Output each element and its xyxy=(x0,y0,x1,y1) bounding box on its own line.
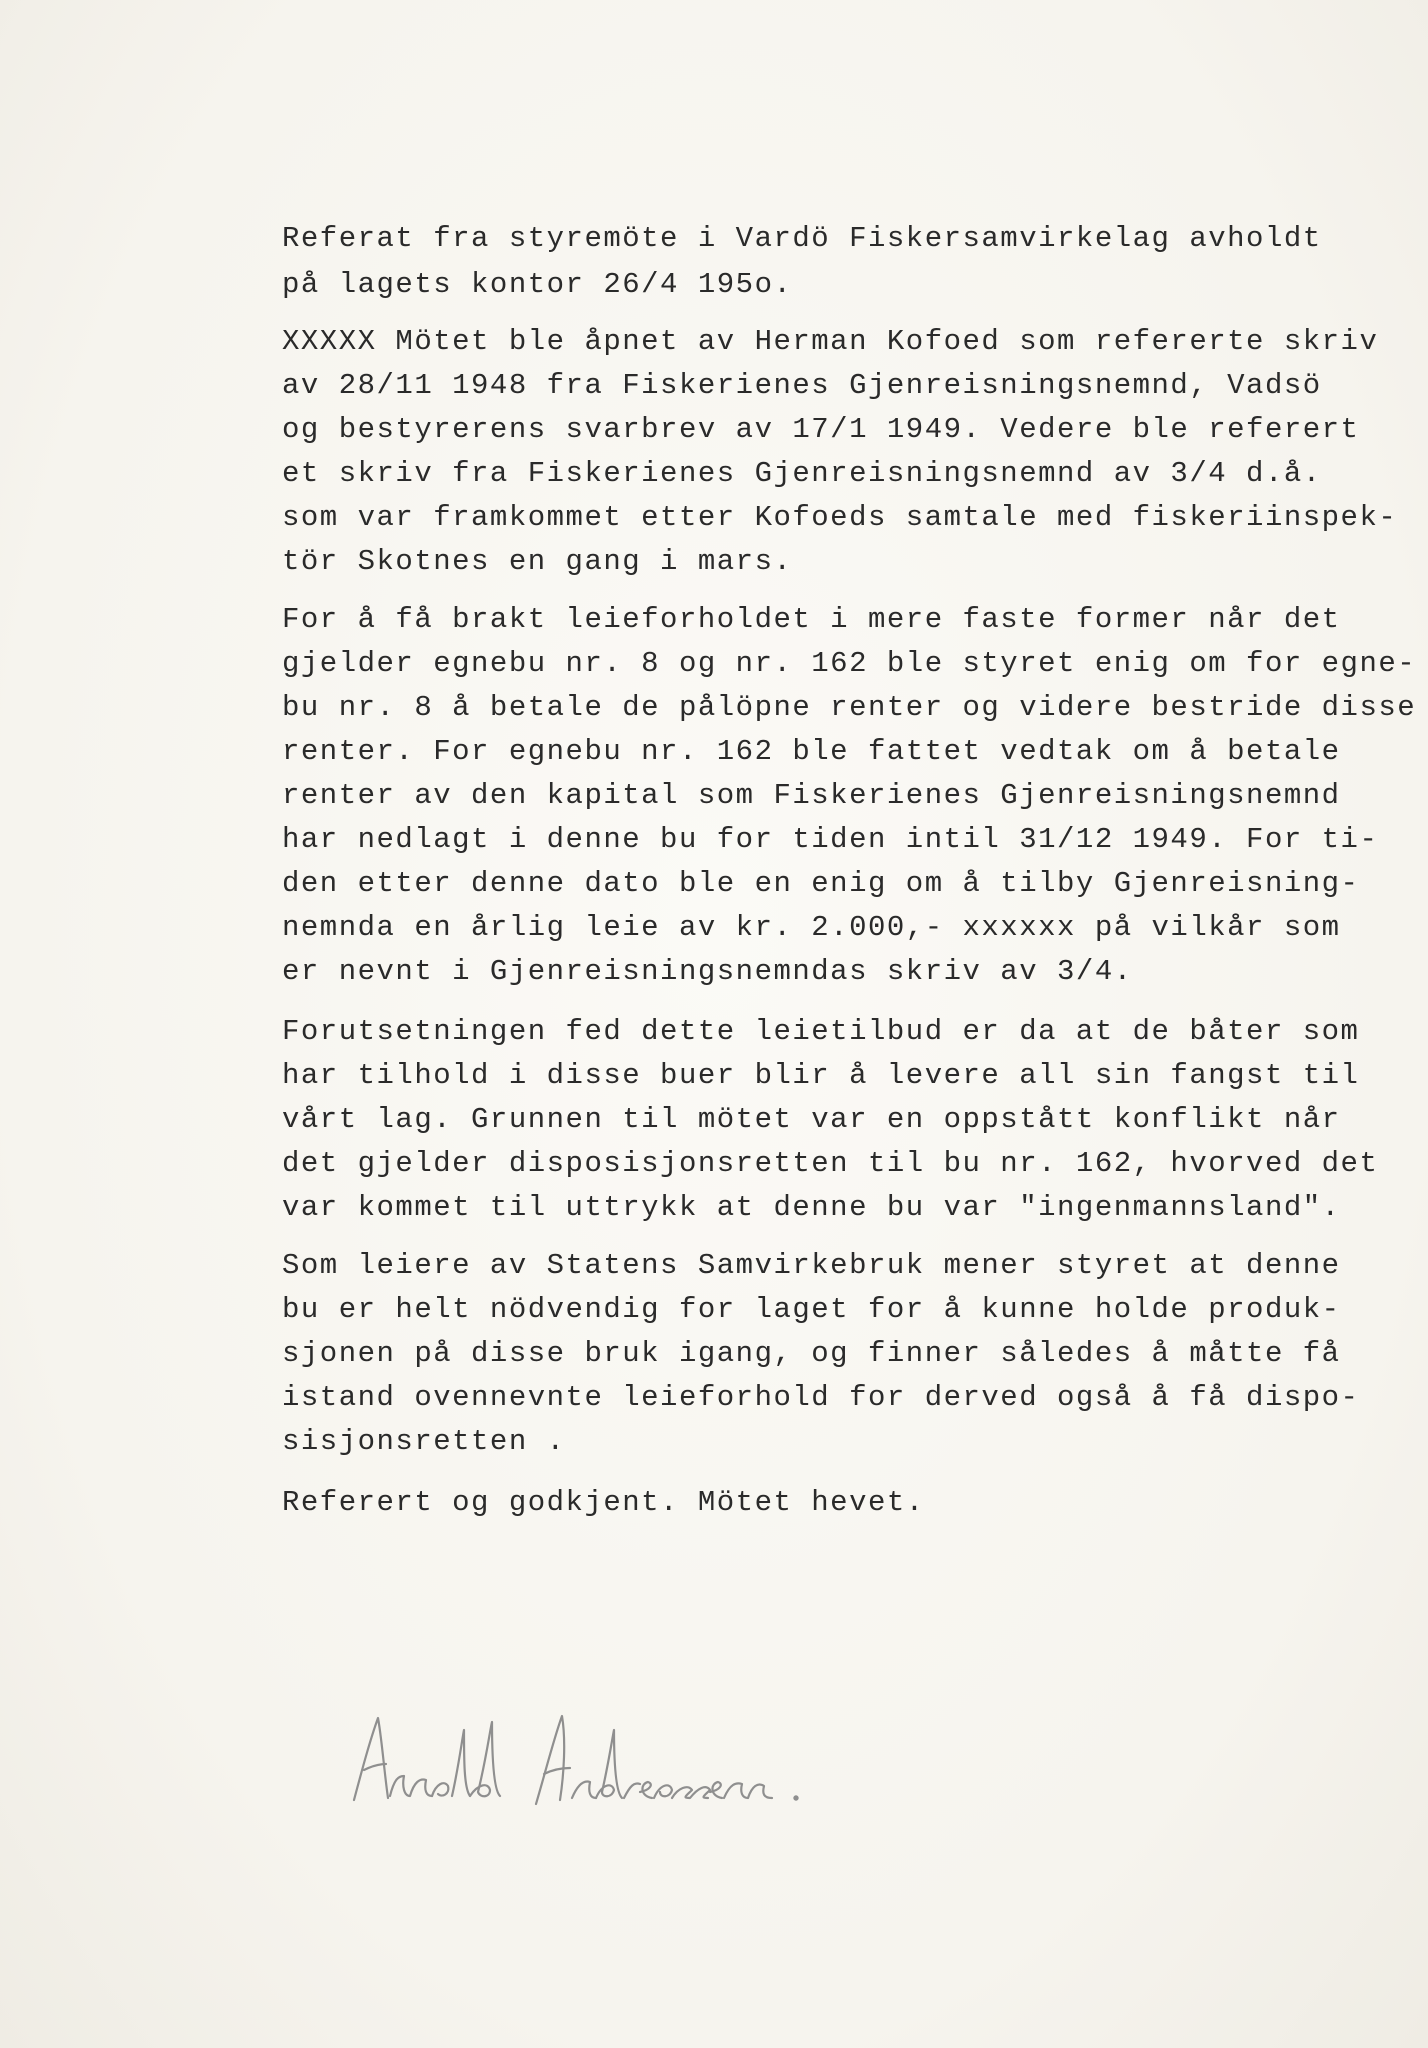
p3-line-4: det gjelder disposisjonsretten til bu nr. 162, hvorved det xyxy=(282,1147,1379,1180)
p2-line-9: er nevnt i Gjenreisningsnemndas skriv av 3/4. xyxy=(282,955,1133,988)
p1-line-3: og bestyrerens svarbrev av 17/1 1949. Vedere ble referert xyxy=(282,413,1360,446)
p4-line-2: bu er helt nödvendig for laget for å kunne holde produk- xyxy=(282,1293,1341,1326)
p1-line-6: tör Skotnes en gang i mars. xyxy=(282,545,793,578)
typed-text xyxy=(282,0,1417,1519)
p2-line-3: bu nr. 8 å betale de pålöpne renter og videre bestride disse xyxy=(282,691,1417,724)
p4-line-5: sisjonsretten . xyxy=(282,1425,566,1458)
p2-line-4: renter. For egnebu nr. 162 ble fattet vedtak om å betale xyxy=(282,735,1341,768)
p2-line-1: For å få brakt leieforholdet i mere faste former når det xyxy=(282,603,1341,636)
p4-line-3: sjonen på disse bruk igang, og finner således å måtte få xyxy=(282,1337,1341,1370)
p3-line-3: vårt lag. Grunnen til mötet var en oppstått konflikt når xyxy=(282,1103,1341,1136)
p3-line-5: var kommet til uttrykk at denne bu var "ingenmannsland". xyxy=(282,1191,1341,1224)
p2-line-7: den etter denne dato ble en enig om å tilby Gjenreisning- xyxy=(282,867,1360,900)
p3-line-1: Forutsetningen fed dette leietilbud er da at de båter som xyxy=(282,1015,1360,1048)
p2-line-2: gjelder egnebu nr. 8 og nr. 162 ble styret enig om for egne- xyxy=(282,647,1417,680)
closing-line: Referert og godkjent. Mötet hevet. xyxy=(282,1486,925,1519)
p3-line-2: har tilhold i disse buer blir å levere all sin fangst til xyxy=(282,1059,1360,1092)
handwritten-signature xyxy=(340,1700,900,1840)
p1-line-1: XXXXX Mötet ble åpnet av Herman Kofoed som refererte skriv xyxy=(282,325,1379,358)
header-line-2: på lagets kontor 26/4 195o. xyxy=(282,268,793,301)
p4-line-4: istand ovennevnte leieforhold for derved også å få dispo- xyxy=(282,1381,1360,1414)
p2-line-6: har nedlagt i denne bu for tiden intil 31/12 1949. For ti- xyxy=(282,823,1379,856)
header-line-1: Referat fra styremöte i Vardö Fiskersamvirkelag avholdt xyxy=(282,222,1322,255)
p4-line-1: Som leiere av Statens Samvirkebruk mener styret at denne xyxy=(282,1249,1341,1282)
p2-line-5: renter av den kapital som Fiskerienes Gjenreisningsnemnd xyxy=(282,779,1341,812)
p1-line-4: et skriv fra Fiskerienes Gjenreisningsnemnd av 3/4 d.å. xyxy=(282,457,1322,490)
p1-line-5: som var framkommet etter Kofoeds samtale med fiskeriinspek- xyxy=(282,501,1398,534)
p2-line-8: nemnda en årlig leie av kr. 2.000,- xxxxxx på vilkår som xyxy=(282,911,1341,944)
p1-line-2: av 28/11 1948 fra Fiskerienes Gjenreisningsnemnd, Vadsö xyxy=(282,369,1322,402)
